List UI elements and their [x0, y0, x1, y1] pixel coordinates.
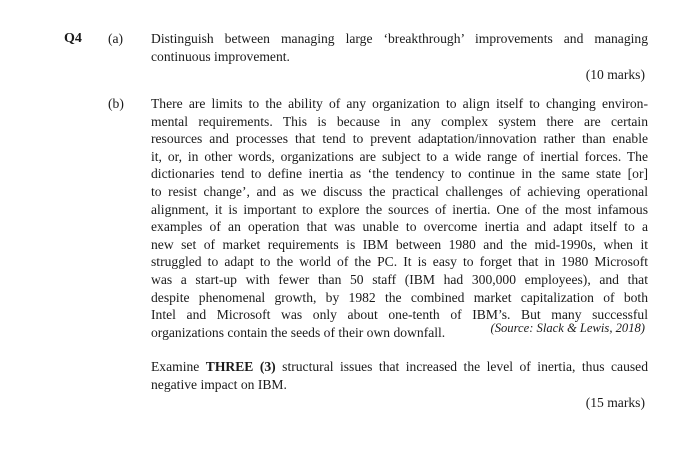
passage-line: Intel and Microsoft was only about one-tenth of IBM’s. But many successful [151, 307, 648, 323]
part-b-passage [151, 95, 648, 341]
part-a-line: continuous improvement. [151, 48, 290, 64]
task-line1-rest: structural issues that increased the level of inertia, thus caused [275, 359, 648, 374]
passage-line: was a start-up with fewer than 50 staff (IBM had 300,000 employees), and that [151, 271, 648, 287]
task-line: negative impact on IBM. [151, 376, 287, 392]
part-b-marks: (15 marks) [585, 395, 645, 410]
passage-line: mental requirements. This is because in any complex system there are certain [151, 113, 648, 129]
task-emphasis: THREE (3) [205, 359, 276, 374]
passage-line: alignment, it is important to explore the sources of inertia. One of the most infamous [151, 201, 648, 217]
passage-line: new set of market requirements is IBM between 1980 and the mid-1990s, when it [151, 236, 648, 252]
part-a-text [151, 30, 648, 65]
part-a-line: Distinguish between managing large ‘breakthrough’ improvements and managing [151, 31, 648, 46]
passage-line: There are limits to the ability of any organization to align itself to changing environ- [151, 96, 648, 111]
part-a-marks: (10 marks) [585, 67, 645, 82]
passage-line: it, or, in other words, organizations are subject to a wide range of inertial forces. The [151, 148, 648, 164]
part-b-label: (b) [108, 96, 124, 111]
question-number: Q4 [64, 31, 82, 46]
task-line [151, 358, 648, 376]
passage-line: resources and processes that tend to prevent adaptation/innovation rather than enable [151, 131, 648, 147]
passage-line: despite phenomenal growth, by 1982 the combined market capitalization of both [151, 289, 648, 305]
part-b-task [151, 358, 648, 393]
passage-line: to resist change’, and as we discuss the practical challenges of achieving operational [151, 183, 648, 199]
passage-line: organizations contain the seeds of their own downfall. [151, 324, 446, 340]
source-citation: (Source: Slack & Lewis, 2018) [490, 321, 645, 335]
passage-line: dictionaries tend to define inertia as ‘the tendency to continue in the same state [or] [151, 166, 648, 182]
passage-line: struggled to adapt to the world of the PC. It is easy to forget that in 1980 Microsoft [151, 254, 648, 270]
part-a-label: (a) [108, 31, 124, 46]
task-prefix: Examine [151, 359, 206, 374]
passage-line: examples of an operation that was unable to overcome inertia and adapt itself to a [151, 219, 648, 235]
